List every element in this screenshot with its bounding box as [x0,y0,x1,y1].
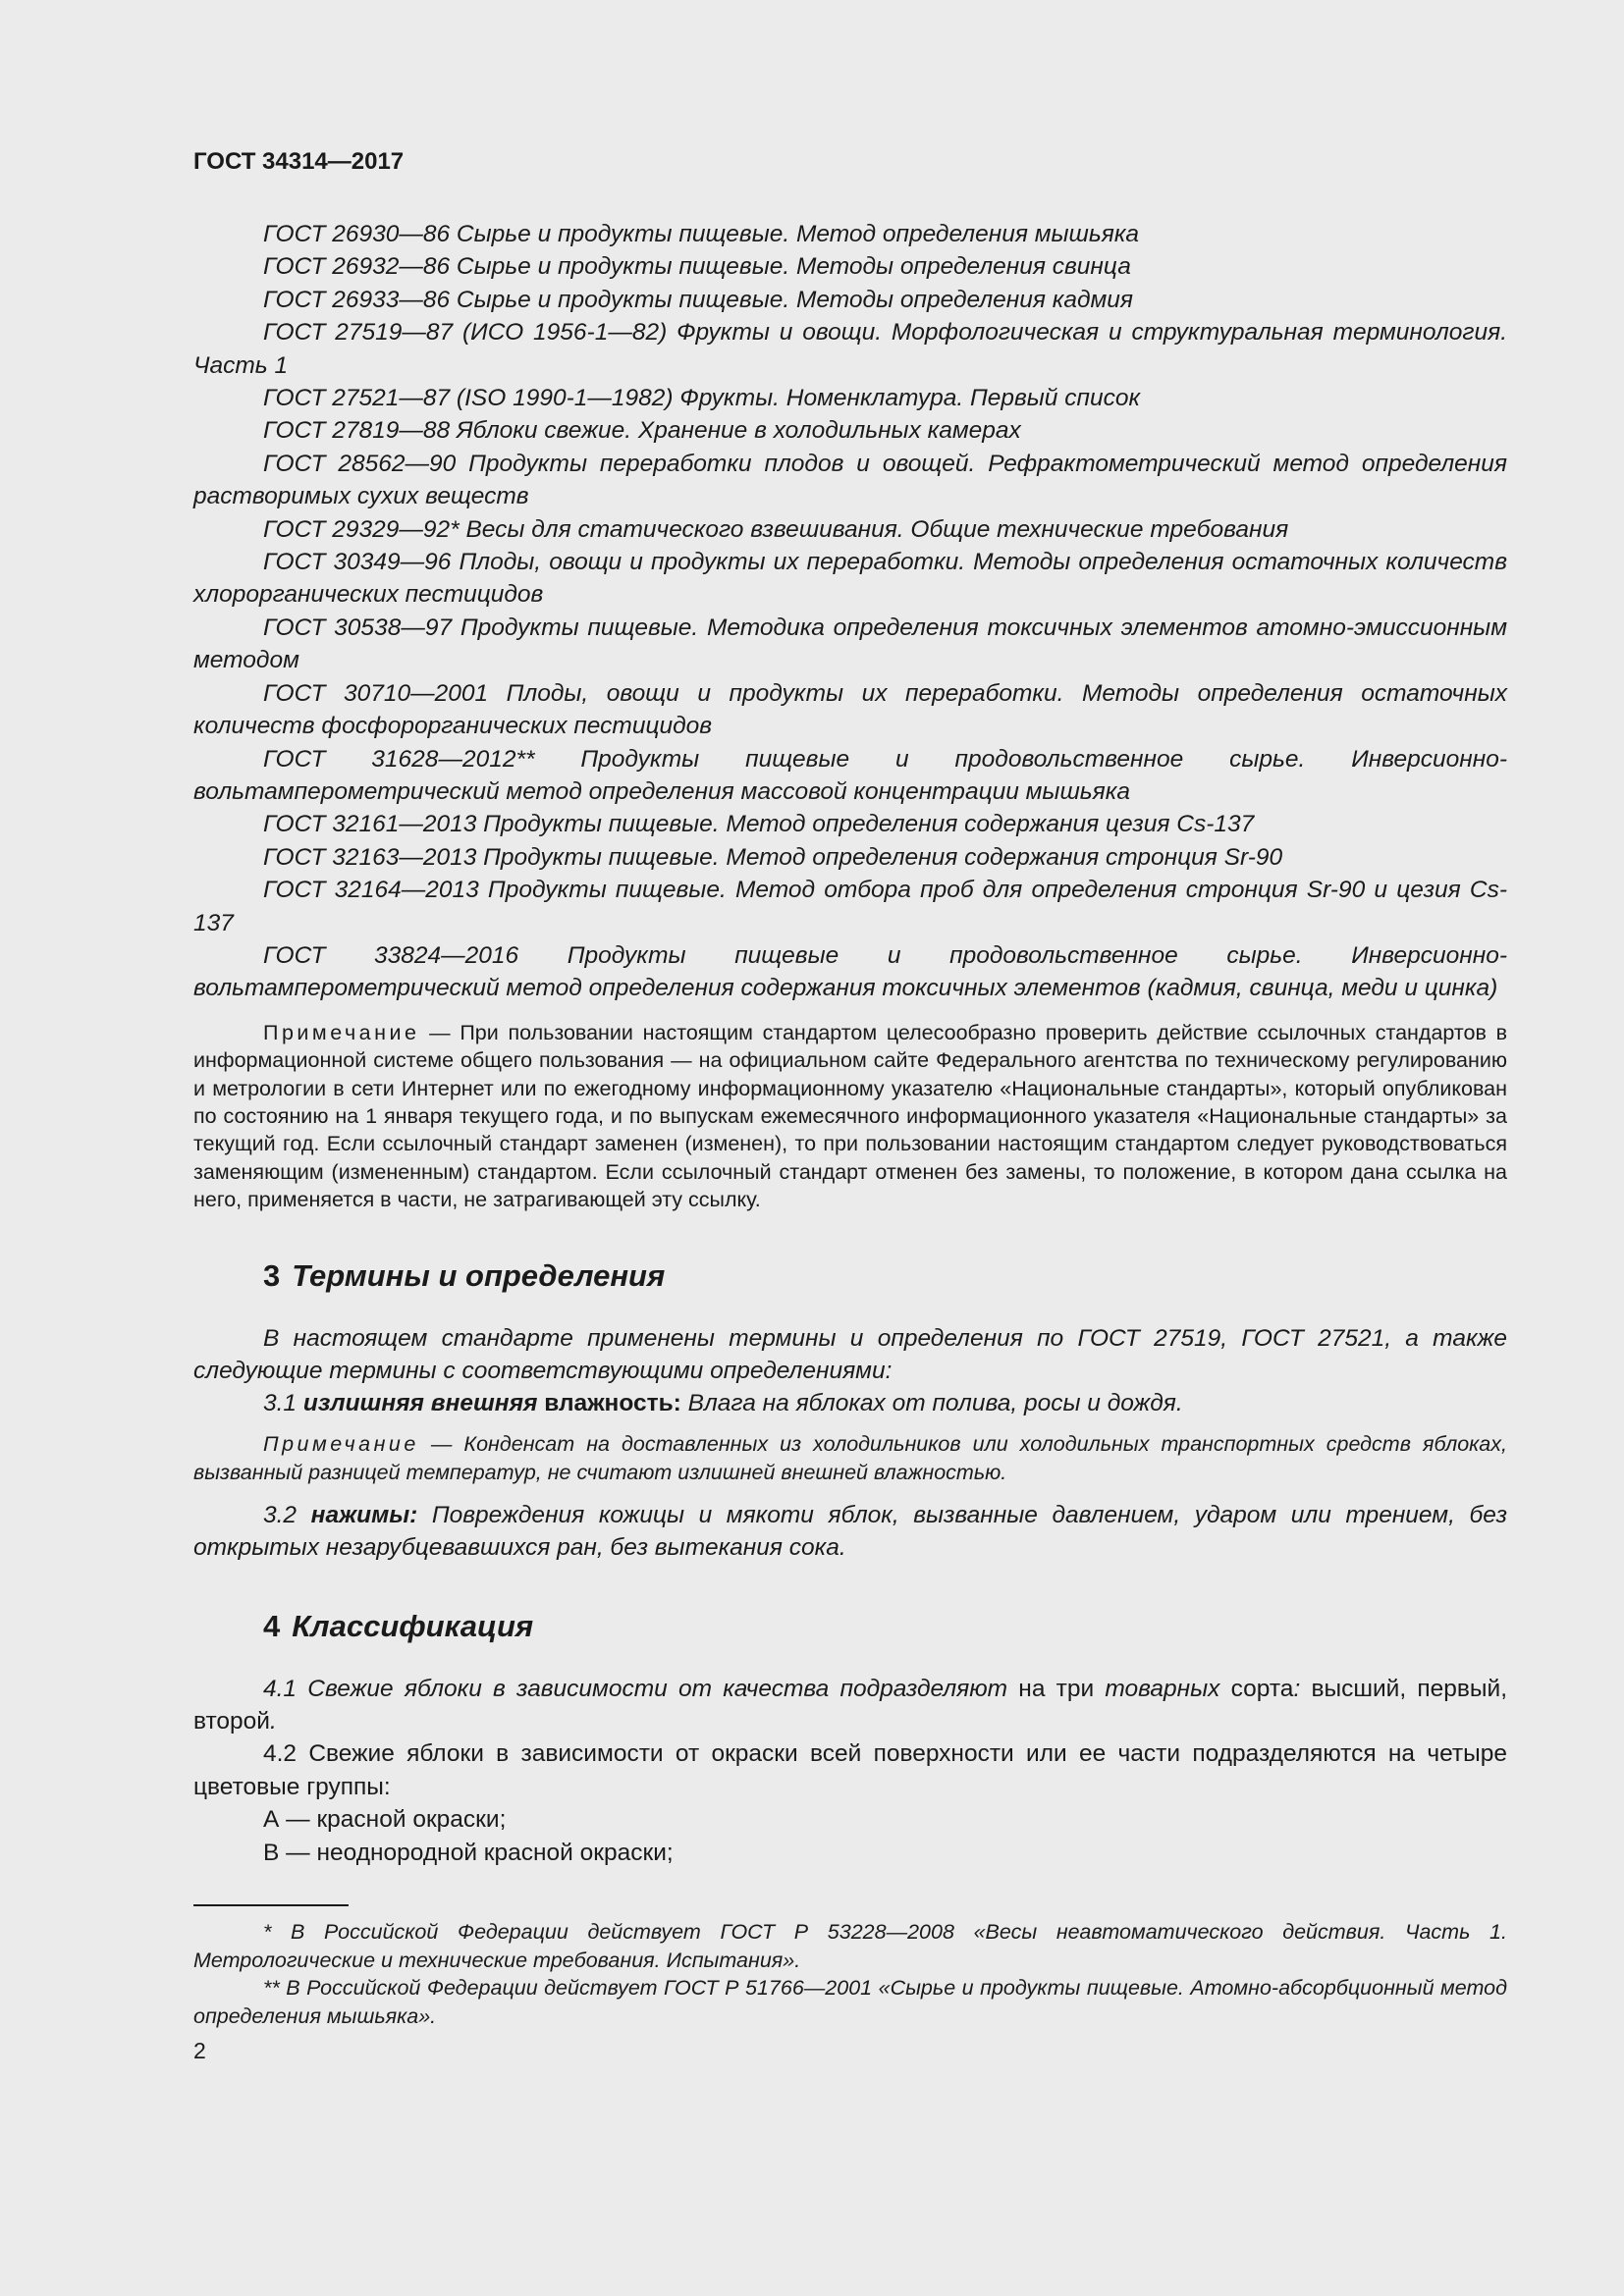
clause-text: товарных [1105,1675,1220,1702]
section-3-body [193,1322,1507,1420]
reference-item: ГОСТ 26933—86 Сырье и продукты пищевые. Методы определения кадмия [263,286,1134,313]
color-group-item: А — красной окраски; [263,1806,507,1834]
term-number: 3.2 [263,1501,311,1528]
clause-text: на три [1007,1675,1106,1702]
reference-item: ГОСТ 29329—92* Весы для статического взвешивания. Общие технические требования [263,515,1289,543]
reference-item: ГОСТ 28562—90 Продукты переработки плодов и овощей. Рефрактометрический метод определения растворимых сухих веществ [193,450,1507,510]
clause-text: высший, первый, второй [193,1675,1507,1735]
footnote-item: ** В Российской Федерации действует ГОСТ Р 51766—2001 «Сырье и продукты пищевые. Атомно-абсорбционный метод определения мышьяка». [193,1976,1507,2028]
reference-item: ГОСТ 30538—97 Продукты пищевые. Методика определения токсичных элементов атомно-эмиссионным методом [193,614,1507,674]
section-title: Термины и определения [292,1257,666,1293]
term-name: излишняя внешняя [302,1390,538,1417]
term-number: 3.1 [263,1390,303,1417]
reference-item: ГОСТ 31628—2012** Продукты пищевые и продовольственное сырье. Инверсионно-вольтамперометрический метод определения массовой концентрации мышьяка [193,745,1507,805]
page-number: 2 [193,2038,206,2064]
reference-item: ГОСТ 33824—2016 Продукты пищевые и продовольственное сырье. Инверсионно-вольтамперометрический метод определения содержания токсичных элементов (кадмия, свинца, меди и цинка) [193,941,1507,1002]
footnote-item: * В Российской Федерации действует ГОСТ Р 53228—2008 «Весы неавтоматического действия. Часть 1. Метрологические и технические требования. Испытания». [193,1920,1507,1972]
section-title: Классификация [292,1608,534,1643]
normative-references [193,218,1507,1005]
reference-item: ГОСТ 26932—86 Сырье и продукты пищевые. Методы определения свинца [263,253,1131,281]
section-4-heading [263,1608,1507,1645]
section-3-intro: В настоящем стандарте применены термины и определения по ГОСТ 27519, ГОСТ 27521, а также следующие термины с соответствующими определениями: [193,1324,1507,1384]
reference-item: ГОСТ 30710—2001 Плоды, овощи и продукты их переработки. Методы определения остаточных количеств фосфорорганических пестицидов [193,679,1507,740]
section-4-body [193,1673,1507,1869]
term-name: нажимы: [310,1501,418,1528]
clause-4-1 [193,1673,1507,1738]
term-definition: Влага на яблоках от полива, росы и дождя. [680,1390,1183,1417]
note-label: Примечание [263,1020,420,1044]
footnotes [193,1918,1507,2030]
document-code: ГОСТ 34314—2017 [193,148,405,175]
term-3-1 [193,1387,1507,1419]
reference-item: ГОСТ 27519—87 (ИСО 1956-1—82) Фрукты и овощи. Морфологическая и структуральная терминология. Часть 1 [193,319,1507,379]
reference-item: ГОСТ 32161—2013 Продукты пищевые. Метод определения содержания цезия Cs-137 [263,811,1255,838]
references-note [193,1019,1507,1214]
term-name-2: влажность: [537,1390,681,1417]
term-3-1-note [193,1430,1507,1487]
section-number: 4 [263,1608,281,1643]
reference-item: ГОСТ 27819—88 Яблоки свежие. Хранение в холодильных камерах [263,417,1021,445]
clause-4-2: 4.2 Свежие яблоки в зависимости от окраски всей поверхности или ее части подразделяются на четыре цветовые группы: [193,1740,1507,1800]
clause-text: : [1293,1675,1312,1702]
section-3-body-2 [193,1499,1507,1565]
clause-text: сорта [1219,1675,1294,1702]
clause-text: . [270,1708,277,1735]
document-page [193,147,1507,2065]
note-text: — Конденсат на доставленных из холодильников или холодильных транспортных средств яблоках, вызванный разницей температур, не считают излишней внешней влажностью. [193,1431,1507,1484]
section-number: 3 [263,1257,281,1293]
clause-text: 4.1 Свежие яблоки в зависимости от качества подразделяют [263,1675,1008,1702]
reference-item: ГОСТ 32164—2013 Продукты пищевые. Метод отбора проб для определения стронция Sr-90 и цезия Cs-137 [193,877,1507,936]
color-group-item: В — неоднородной красной окраски; [263,1839,674,1866]
note-label: Примечание [263,1431,419,1456]
term-definition: Повреждения кожицы и мякоти яблок, вызванные давлением, ударом или трением, без открытых незарубцевавшихся ран, без вытекания сока. [193,1501,1507,1562]
note-text: — При пользовании настоящим стандартом целесообразно проверить действие ссылочных стандартов в информационной системе общего пользования — на официальном сайте Федерального агентства по техническому регулированию и метрологии в сети Интернет или по ежегодному информационному указателю «Национальные стандарты», который опубликован по состоянию на 1 января текущего года, и по выпускам ежемесячного информационного указателя «Национальные стандарты» за текущий год. Если ссылочный стандарт заменен (изменен), то при пользовании настоящим стандартом следует руководствоваться заменяющим (измененным) стандартом. Если ссылочный стандарт отменен без замены, то положение, в котором дана ссылка на него, применяется в части, не затрагивающей эту ссылку. [193,1020,1507,1212]
reference-item: ГОСТ 30349—96 Плоды, овощи и продукты их переработки. Методы определения остаточных количеств хлорорганических пестицидов [193,549,1507,609]
reference-item: ГОСТ 32163—2013 Продукты пищевые. Метод определения содержания стронция Sr-90 [263,843,1283,871]
section-3-heading [263,1257,1507,1295]
footnote-divider [193,1904,349,1906]
term-3-2 [193,1499,1507,1565]
reference-item: ГОСТ 27521—87 (ISO 1990-1—1982) Фрукты. Номенклатура. Первый список [263,385,1141,412]
reference-item: ГОСТ 26930—86 Сырье и продукты пищевые. Метод определения мышьяка [263,221,1140,247]
